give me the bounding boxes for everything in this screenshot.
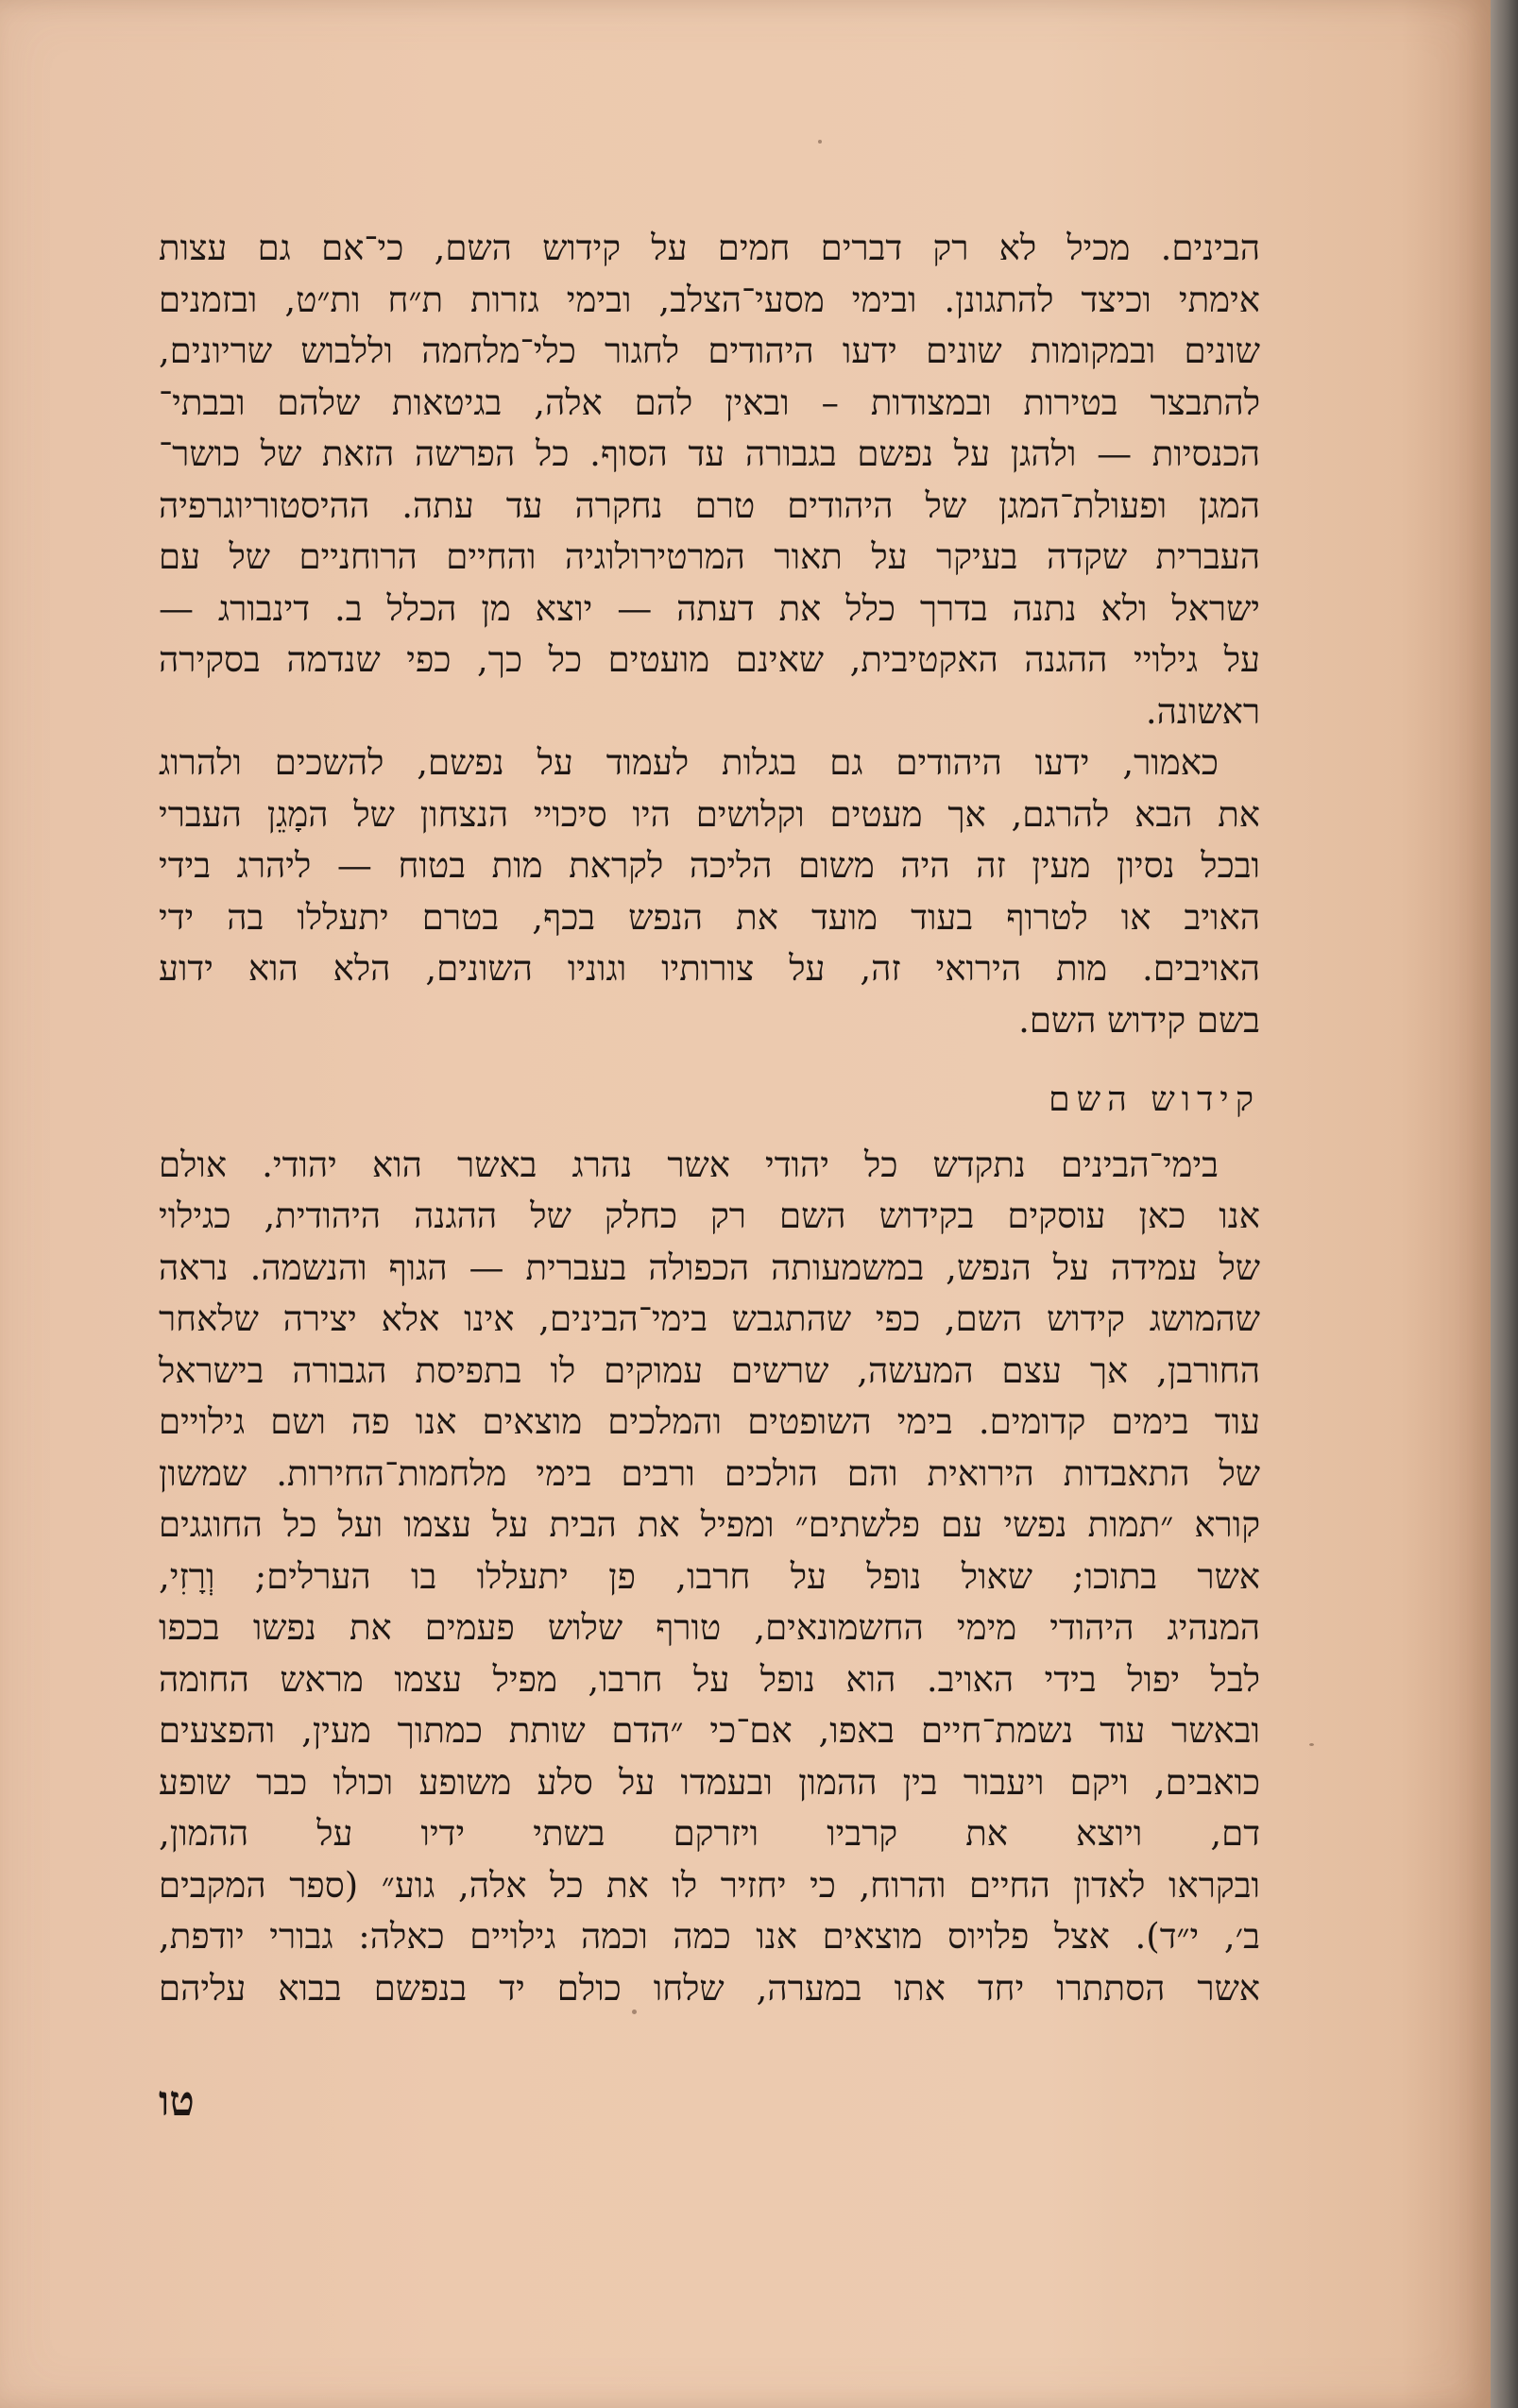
text-line: אשר הסתתרו יחד אתו במערה, שלחו כולם יד בנפשם בבוא עליהם bbox=[159, 1967, 1260, 2009]
text-line: של עמידה על הנפש, במשמעותה הכפולה בעברית — הגוף והנשמה. נראה bbox=[159, 1246, 1260, 1288]
paragraph-3 bbox=[159, 1140, 1260, 2015]
paper-speck bbox=[632, 2009, 637, 2014]
text-line: המגן ופעולת־המגן של היהודים טרם נחקרה עד עתה. ההיסטוריוגרפיה bbox=[159, 484, 1260, 526]
text-line: קורא ״תמות נפשי עם פלשתים״ ומפיל את הבית על עצמו ועל כל החוגגים bbox=[159, 1504, 1260, 1545]
text-line: הבינים. מכיל לא רק דברים חמים על קידוש השם, כי־אם גם עצות bbox=[159, 228, 1260, 268]
text-line: שהמושג קידוש השם, כפי שהתגבש בימי־הבינים, אינו אלא יצירה שלאחר bbox=[159, 1298, 1260, 1339]
text-line: בשם קידוש השם. bbox=[1018, 999, 1260, 1041]
text-line: ישראל ולא נתנה בדרך כלל את דעתה — יוצא מן הכלל ב. דינבורג — bbox=[159, 587, 1260, 629]
text-line: העברית שקדה בעיקר על תאור המרטירולוגיה והחיים הרוחניים של עם bbox=[159, 536, 1260, 577]
text-line: אנו כאן עוסקים בקידוש השם רק כחלק של ההגנה היהודית, כגילוי bbox=[159, 1196, 1260, 1236]
text-line: ובכל נסיון מעין זה היה משום הליכה לקראת מות בטוח — ליהרג בידי bbox=[159, 845, 1260, 886]
paragraph-2 bbox=[159, 738, 1260, 1046]
text-line: הכנסיות — ולהגן על נפשם בגבורה עד הסוף. כל הפרשה הזאת של כושר־ bbox=[159, 433, 1260, 474]
paper-speck bbox=[1309, 1743, 1314, 1746]
paragraph-1 bbox=[159, 223, 1260, 738]
text-line: לבל יפול בידי האויב. הוא נופל על חרבו, מפיל עצמו מראש החומה bbox=[159, 1658, 1260, 1700]
text-line: את הבא להרגם, אך מעטים וקלושים היו סיכויי הנצחון של המָגֵן העברי bbox=[159, 793, 1260, 835]
page-number: טו bbox=[159, 2077, 195, 2126]
text-line: דם, ויוצא את קרביו ויזרקם בשתי ידיו על ההמון, bbox=[159, 1813, 1260, 1854]
text-line: שונים ובמקומות שונים ידעו היהודים לחגור כלי־מלחמה וללבוש שריונים, bbox=[159, 331, 1260, 371]
text-line: אימתי וכיצד להתגונן. ובימי מסעי־הצלב, ובימי גזרות ת״ח ות״ט, ובזמנים bbox=[159, 279, 1260, 320]
text-line: בימי־הבינים נתקדש כל יהודי אשר נהרג באשר הוא יהודי. אולם bbox=[159, 1144, 1219, 1185]
text-line: על גילויי ההגנה האקטיבית, שאינם מועטים כל כך, כפי שנדמה בסקירה bbox=[159, 639, 1260, 680]
book-spine-edge bbox=[1491, 0, 1518, 2408]
text-line: ראשונה. bbox=[1145, 690, 1260, 732]
text-line: עוד בימים קדומים. בימי השופטים והמלכים מוצאים אנו פה ושם גילויים bbox=[159, 1401, 1260, 1442]
text-line: המנהיג היהודי מימי החשמונאים, טורף שלוש פעמים את נפשו בכפו bbox=[159, 1607, 1260, 1648]
page-text bbox=[159, 223, 1260, 2014]
text-line: החורבן, אך עצם המעשה, שרשים עמוקים לו בתפיסת הגבורה בישראל bbox=[159, 1349, 1260, 1391]
paper-speck bbox=[818, 140, 822, 144]
text-line: האויב או לטרוף בעוד מועד את הנפש בכף, בטרם יתעללו בה ידי bbox=[159, 896, 1260, 938]
text-line: להתבצר בטירות ובמצודות – ובאין להם אלה, בגיטאות שלהם ובבתי־ bbox=[159, 382, 1260, 423]
text-line: של התאבדות הירואית והם הולכים ורבים בימי מלחמות־החירות. שמשון bbox=[159, 1452, 1260, 1494]
text-line: ב׳, י״ד). אצל פלויוס מוצאים אנו כמה וכמה גילויים כאלה: גבורי יודפת, bbox=[159, 1916, 1260, 1957]
text-line: כואבים, ויקם ויעבור בין ההמון ובעמדו על סלע משופע וכולו כבר שופע bbox=[159, 1761, 1260, 1803]
text-line: האויבים. מות הירואי זה, על צורותיו וגוניו השונים, הלא הוא ידוע bbox=[159, 948, 1260, 989]
text-line: אשר בתוכו; שאול נופל על חרבו, פן יתעללו בו הערלים; וְרָזִי, bbox=[159, 1555, 1260, 1597]
text-line: ובקראו לאדון החיים והרוח, כי יחזיר לו את כל אלה, גוע״ (ספר המקבים bbox=[159, 1864, 1260, 1906]
text-line: ובאשר עוד נשמת־חיים באפו, אם־כי ״הדם שותת כמתוך מעין, והפצעים bbox=[159, 1710, 1260, 1751]
text-line: כאמור, ידעו היהודים גם בגלות לעמוד על נפשם, להשכים ולהרוג bbox=[159, 742, 1219, 783]
section-heading: קידוש השם bbox=[1049, 1080, 1260, 1119]
